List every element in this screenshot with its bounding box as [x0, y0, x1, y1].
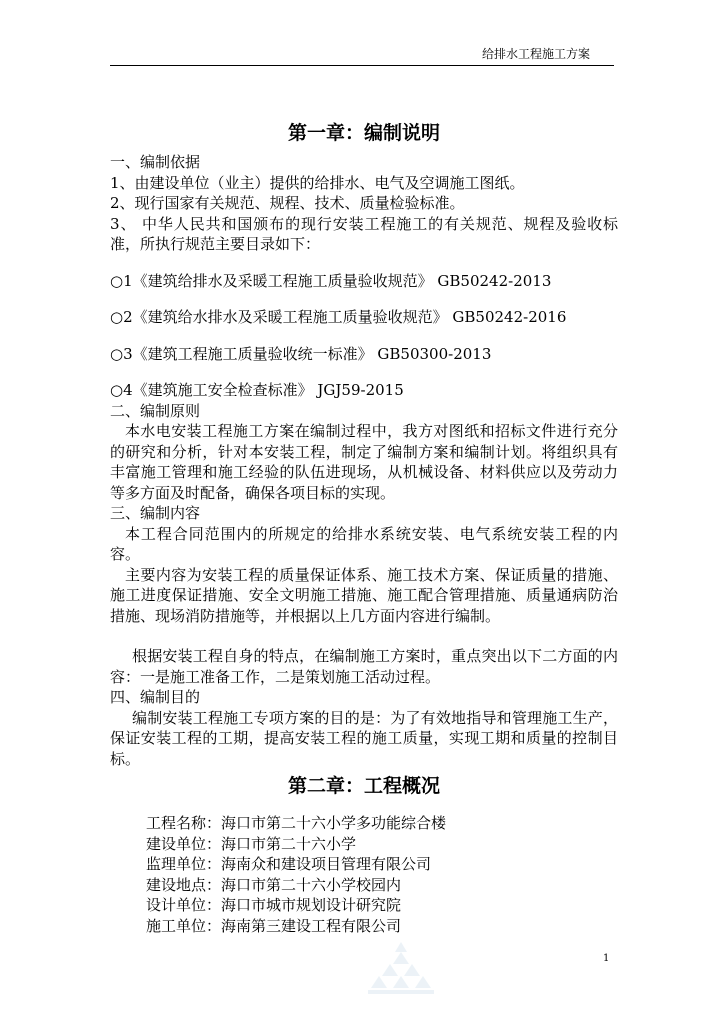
basis-item-2: 2、现行国家有关规范、规程、技术、质量检验标准。: [110, 194, 465, 212]
project-info-row: 工程名称：海口市第二十六小学多功能综合楼: [146, 814, 447, 832]
project-info-row: 施工单位：海南第三建设工程有限公司: [146, 916, 402, 935]
page-number: 1: [603, 953, 610, 964]
page-header: [110, 46, 614, 66]
document-body: [110, 120, 618, 936]
basis-item-3: 3、 中华人民共和国颁布的现行安装工程施工的有关规范、规程及验收标准，所执行规范主要目录如下：: [110, 214, 618, 253]
project-info-row: 建设单位：海口市第二十六小学: [146, 834, 357, 853]
section3-paragraph-2: 主要内容为安装工程的质量保证体系、施工技术方案、保证质量的措施、施工进度保证措施、安全文明施工措施、施工配合管理措施、质量通病防治措施、现场消防措施等，并根据以上几方面内容进行编制。: [110, 565, 618, 625]
watermark-logo-icon: [360, 938, 442, 998]
project-info-row: 设计单位：海口市城市规划设计研究院: [146, 896, 402, 914]
section2-paragraph: 本水电安装工程施工方案在编制过程中，我方对图纸和招标文件进行充分的研究和分析，针对本安装工程，制定了编制方案和编制计划。将组织具有丰富施工管理和施工经验的队伍进现场，从机械设备、材料供应以及劳动力等多方面及时配备，确保各项目标的实现。: [110, 422, 618, 502]
section1-heading: 一、编制依据: [110, 153, 201, 171]
chapter1-title: 第一章：编制说明: [287, 122, 440, 144]
header-title: 给排水工程施工方案: [481, 47, 590, 61]
section3-heading: 三、编制内容: [110, 504, 201, 522]
project-info-row: 监理单位：海南众和建设项目管理有限公司: [146, 855, 432, 873]
section4-paragraph: 编制安装工程施工专项方案的目的是：为了有效地指导和管理施工生产，保证安装工程的工期，提高安装工程的施工质量，实现工期和质量的控制目标。: [110, 708, 618, 768]
standard-item-1: ○1《建筑给排水及采暖工程施工质量验收规范》 GB50242-2013: [110, 271, 552, 290]
project-info-row: 建设地点：海口市第二十六小学校园内: [146, 875, 402, 894]
section3-paragraph-3: 根据安装工程自身的特点，在编制施工方案时，重点突出以下二方面的内容：一是施工准备工作，二是策划施工活动过程。: [110, 647, 618, 686]
standard-item-2: ○2《建筑给水排水及采暖工程施工质量验收规范》 GB50242-2016: [110, 308, 567, 326]
section2-heading: 二、编制原则: [110, 401, 201, 420]
standard-item-3: ○3《建筑工程施工质量验收统一标准》 GB50300-2013: [110, 344, 492, 363]
basis-item-1: 1、由建设单位（业主）提供的给排水、电气及空调施工图纸。: [110, 173, 525, 192]
chapter2-title: 第二章：工程概况: [287, 775, 440, 797]
section3-paragraph-1: 本工程合同范围内的所规定的给排水系统安装、电气系统安装工程的内容。: [110, 524, 618, 563]
section4-heading: 四、编制目的: [110, 688, 201, 706]
standard-item-4: ○4《建筑施工安全检查标准》 JGJ59-2015: [110, 381, 404, 399]
